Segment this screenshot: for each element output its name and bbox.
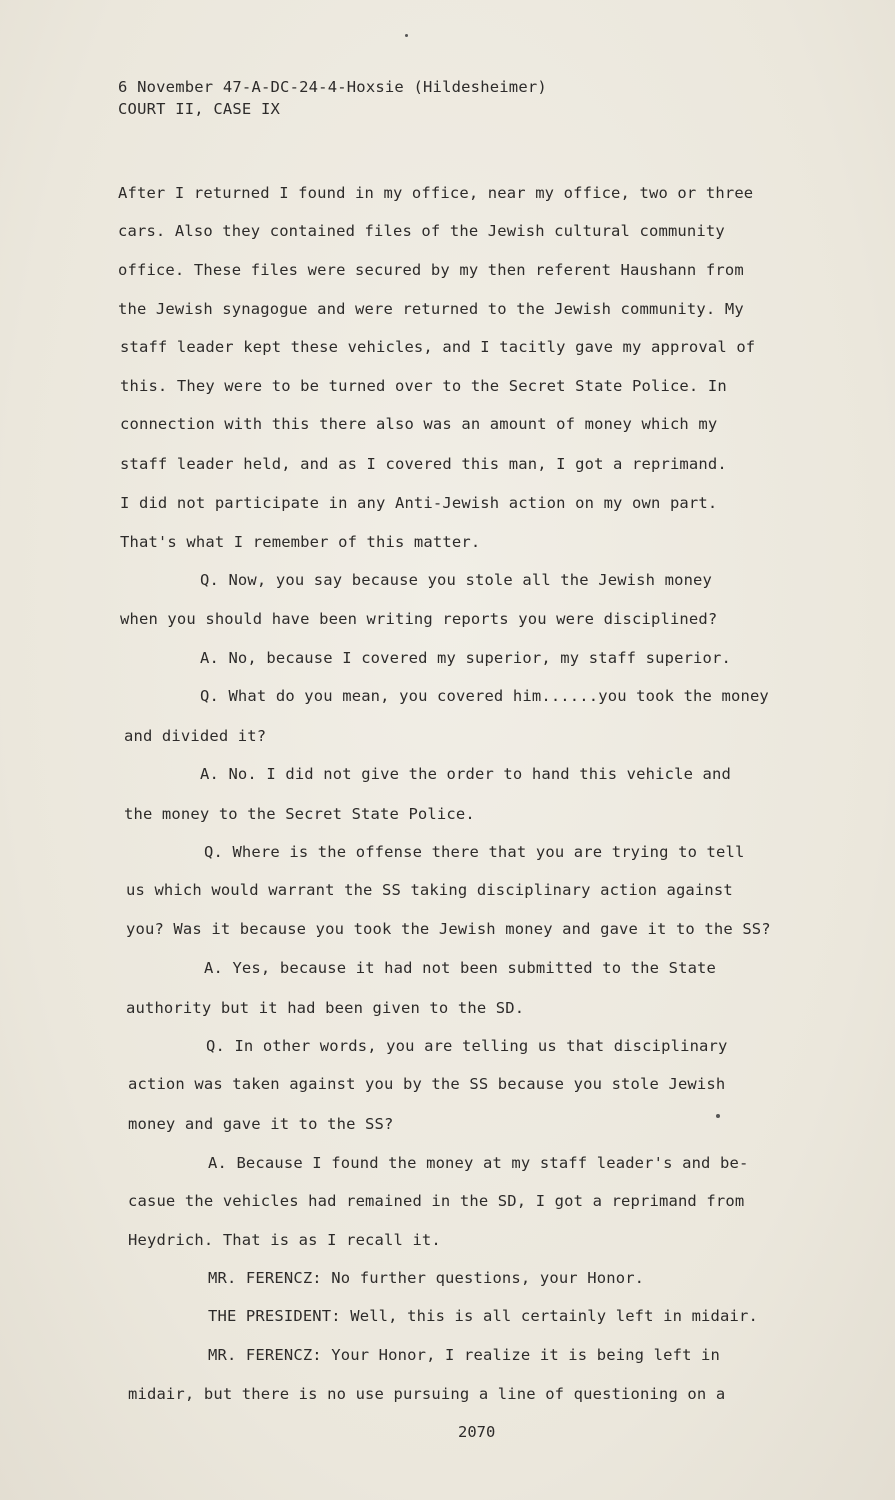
body-line: this. They were to be turned over to the Secret State Police. In: [120, 377, 727, 395]
body-line: casue the vehicles had remained in the SD, I got a reprimand from: [128, 1192, 745, 1210]
body-line: the Jewish synagogue and were returned to the Jewish community. My: [118, 300, 744, 318]
question-line: Q. Where is the offense there that you are trying to tell: [204, 843, 745, 861]
question-line: Q. What do you mean, you covered him......you took the money: [200, 687, 769, 705]
answer-line: A. Yes, because it had not been submitted to the State: [204, 959, 717, 977]
body-line: you? Was it because you took the Jewish money and gave it to the SS?: [126, 920, 771, 938]
body-line: After I returned I found in my office, near my office, two or three: [118, 184, 754, 202]
body-line: midair, but there is no use pursuing a line of questioning on a: [128, 1385, 726, 1403]
body-line: action was taken against you by the SS because you stole Jewish: [128, 1075, 726, 1093]
paper-speck: [405, 34, 408, 37]
document-header: [118, 76, 547, 120]
body-line: money and gave it to the SS?: [128, 1115, 394, 1133]
body-line: office. These files were secured by my then referent Haushann from: [118, 261, 744, 279]
answer-line: A. No. I did not give the order to hand this vehicle and: [200, 765, 731, 783]
body-line: authority but it had been given to the SD.: [126, 999, 525, 1017]
body-line: us which would warrant the SS taking disciplinary action against: [126, 881, 733, 899]
page-number: 2070: [458, 1423, 496, 1441]
header-court-line: COURT II, CASE IX: [118, 100, 281, 118]
answer-line: A. No, because I covered my superior, my staff superior.: [200, 649, 731, 667]
speaker-line: MR. FERENCZ: Your Honor, I realize it is being left in: [208, 1346, 721, 1364]
body-line: That's what I remember of this matter.: [120, 533, 481, 551]
speaker-line: THE PRESIDENT: Well, this is all certainly left in midair.: [208, 1307, 758, 1325]
body-line: connection with this there also was an amount of money which my: [120, 415, 718, 433]
question-line: Q. In other words, you are telling us that disciplinary: [206, 1037, 728, 1055]
header-date-line: 6 November 47-A-DC-24-4-Hoxsie (Hildesheimer): [118, 78, 547, 96]
body-line: I did not participate in any Anti-Jewish action on my own part.: [120, 494, 718, 512]
answer-line: A. Because I found the money at my staff leader's and be-: [208, 1154, 749, 1172]
body-line: when you should have been writing reports you were disciplined?: [120, 610, 718, 628]
body-line: staff leader kept these vehicles, and I tacitly gave my approval of: [120, 338, 756, 356]
speaker-line: MR. FERENCZ: No further questions, your Honor.: [208, 1269, 645, 1287]
paper-speck: [716, 1114, 720, 1118]
body-line: Heydrich. That is as I recall it.: [128, 1231, 441, 1249]
question-line: Q. Now, you say because you stole all the Jewish money: [200, 571, 713, 589]
body-line: and divided it?: [124, 727, 267, 745]
body-line: the money to the Secret State Police.: [124, 805, 475, 823]
body-line: staff leader held, and as I covered this man, I got a reprimand.: [120, 455, 727, 473]
body-line: cars. Also they contained files of the Jewish cultural community: [118, 222, 725, 240]
